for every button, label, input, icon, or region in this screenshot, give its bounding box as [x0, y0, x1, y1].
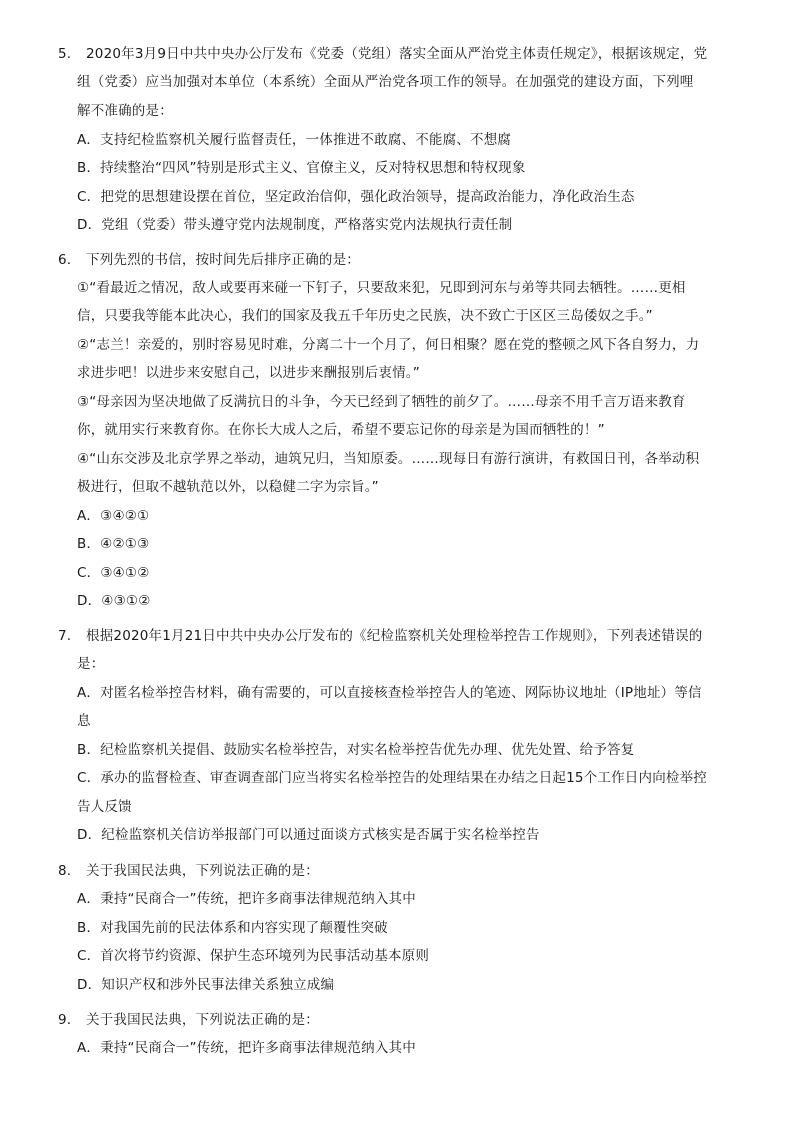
- option-a: A．支持纪检监察机关履行监督责任，一体推进不敢腐、不能腐、不想腐: [77, 132, 512, 148]
- question-stem: 组（党委）应当加强对本单位（本系统）全面从严治党各项工作的领导。在加强党的建设方面，下列哩: [77, 74, 694, 90]
- quote-line: 你，就用实行来教育你。在你长大成人之后，希望不要忘记你的母亲是为国而牺牲的！”: [77, 422, 605, 438]
- option-a: A．秉持“民商合一”传统，把许多商事法律规范纳入其中: [77, 1040, 416, 1056]
- question-number: 9.: [58, 1012, 72, 1028]
- option-c-cont: 告人反馈: [77, 799, 132, 815]
- question-number: 7.: [58, 628, 72, 644]
- question-number: 5.: [58, 46, 72, 62]
- option-a: A．对匿名检举控告材料，确有需要的，可以直接核查检举控告人的笔迹、网际协议地址（IP地址）等信: [77, 685, 702, 701]
- option-c: C．首次将节约资源、保护生态环境列为民事活动基本原则: [77, 948, 430, 964]
- question-number: 6.: [58, 252, 72, 268]
- question-stem: 2020年3月9日中共中央办公厅发布《党委（党组）落实全面从严治党主体责任规定》，根据该规定，党: [86, 46, 708, 62]
- option-b: B．④②①③: [77, 536, 150, 552]
- option-b: B．持续整治“四风”特别是形式主义、官僚主义，反对特权思想和特权现象: [77, 160, 526, 176]
- option-d: D．知识产权和涉外民事法律关系独立成编: [77, 977, 335, 993]
- quote-line: ④“山东交涉及北京学界之举动，迪筑兄归，当知原委。……现每日有游行演讲，有救国日刊，各举动积: [77, 451, 700, 467]
- question-stem: 解不准确的是：: [77, 103, 173, 119]
- quote-line: ③“母亲因为坚决地做了反满抗日的斗争，今天已经到了牺牲的前夕了。……母亲不用千言万语来教育: [77, 394, 686, 410]
- option-a: A．③④②①: [77, 508, 150, 524]
- option-d: D．党组（党委）带头遵守党内法规制度，严格落实党内法规执行责任制: [77, 217, 513, 233]
- question-stem: 是：: [77, 656, 105, 672]
- option-d: D．④③①②: [77, 593, 151, 609]
- question-number: 8.: [58, 863, 72, 879]
- option-d: D．纪检监察机关信访举报部门可以通过面谈方式核实是否属于实名检举控告: [77, 827, 540, 843]
- option-c: C．把党的思想建设摆在首位，坚定政治信仰，强化政治领导，提高政治能力，净化政治生态: [77, 189, 635, 205]
- question-stem: 下列先烈的书信，按时间先后排序正确的是：: [86, 252, 360, 268]
- question-stem: 关于我国民法典，下列说法正确的是：: [86, 1012, 319, 1028]
- option-a: A．秉持“民商合一”传统，把许多商事法律规范纳入其中: [77, 891, 416, 907]
- quote-line: 求进步吧！以进步来安慰自己，以进步来酬报别后衷情。”: [77, 365, 420, 381]
- quote-line: 极进行，但取不越轨范以外，以稳健二字为宗旨。”: [77, 479, 379, 495]
- option-c: C．承办的监督检查、审查调查部门应当将实名检举控告的处理结果在办结之日起15个工作日内向检举控: [77, 770, 708, 786]
- quote-line: ②“志兰！亲爱的，别时容易见时难，分离二十一个月了，何日相聚？愿在党的整顿之风下各自努力，力: [77, 337, 700, 353]
- option-a-cont: 息: [77, 713, 91, 729]
- option-c: C．③④①②: [77, 565, 150, 581]
- option-b: B．对我国先前的民法体系和内容实现了颠覆性突破: [77, 920, 388, 936]
- quote-line: 信，只要我等能本此决心，我们的国家及我五千年历史之民族，决不致亡于区区三岛倭奴之手。”: [77, 308, 653, 324]
- quote-line: ①“看最近之情况，敌人或要再来碰一下钉子，只要敌来犯，兄即到河东与弟等共同去牺牲。……更相: [77, 280, 686, 296]
- question-stem: 根据2020年1月21日中共中央办公厅发布的《纪检监察机关处理检举控告工作规则》，下列表述错误的: [86, 628, 703, 644]
- question-stem: 关于我国民法典，下列说法正确的是：: [86, 863, 319, 879]
- option-b: B．纪检监察机关提倡、鼓励实名检举控告，对实名检举控告优先办理、优先处置、给予答复: [77, 742, 635, 758]
